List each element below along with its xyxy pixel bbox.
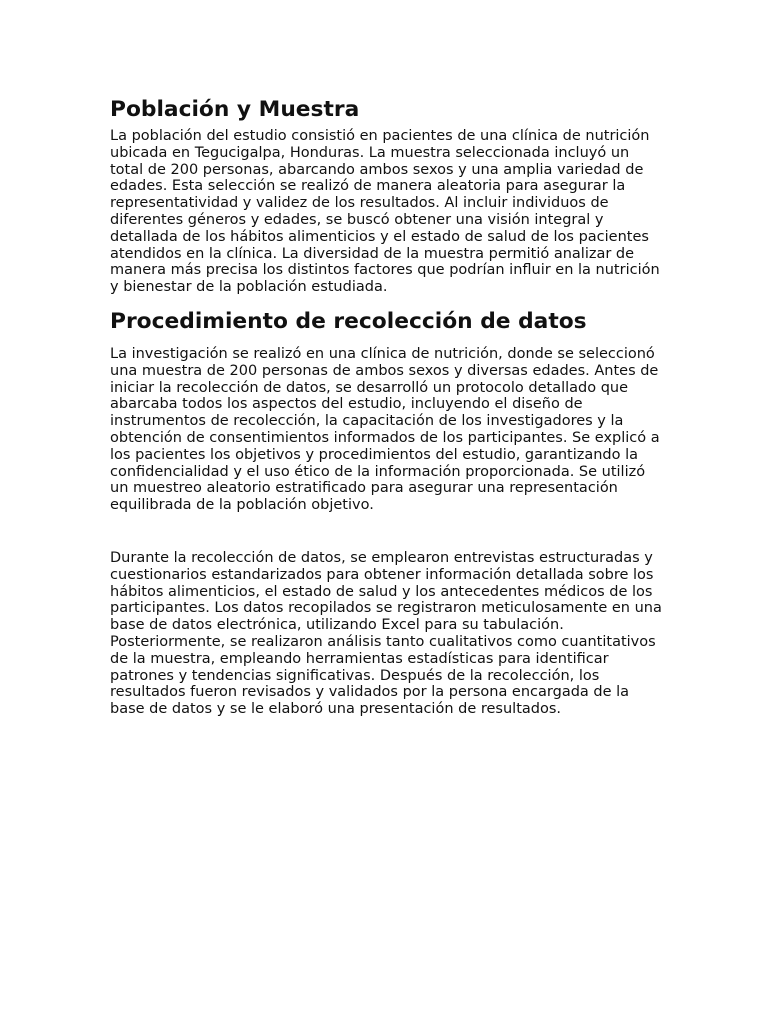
section-heading-poblacion: Población y Muestra: [110, 97, 360, 122]
paragraph-poblacion: La población del estudio consistió en pacientes de una clínica de nutrición ubicada en Tegucigalpa, Honduras. La muestra seleccionada incluyó un total de 200 personas, abarcando ambos sexos y una amplia variedad de edades. Esta selección se realizó de manera aleatoria para asegurar la representatividad y validez de los resultados. Al incluir individuos de diferentes géneros y edades, se buscó obtener una visión integral y detallada de los hábitos alimenticios y el estado de salud de los pacientes atendidos en la clínica. La diversidad de la muestra permitió analizar de manera más precisa los distintos factores que podrían influir en la nutrición y bienestar de la población estudiada.: [110, 128, 660, 296]
document-body: [110, 97, 662, 718]
paragraph-procedimiento-1: La investigación se realizó en una clínica de nutrición, donde se seleccionó una muestra de 200 personas de ambos sexos y diversas edades. Antes de iniciar la recolección de datos, se desarrolló un protocolo detallado que abarcaba todos los aspectos del estudio, incluyendo el diseño de instrumentos de recolección, la capacitación de los investigadores y la obtención de consentimientos informados de los participantes. Se explicó a los pacientes los objetivos y procedimientos del estudio, garantizando la confidencialidad y el uso ético de la información proporcionada. Se utilizó un muestreo aleatorio estratificado para asegurar una representación equilibrada de la población objetivo.: [110, 345, 660, 514]
paragraph-procedimiento-2: Durante la recolección de datos, se emplearon entrevistas estructuradas y cuestionarios estandarizados para obtener información detallada sobre los hábitos alimenticios, el estado de salud y los antecedentes médicos de los participantes. Los datos recopilados se registraron meticulosamente en una base de datos electrónica, utilizando Excel para su tabulación. Posteriormente, se realizaron análisis tanto cualitativos como cuantitativos de la muestra, empleando herramientas estadísticas para identificar patrones y tendencias significativas. Después de la recolección, los resultados fueron revisados y validados por la persona encargada de la base de datos y se le elaboró una presentación de resultados.: [110, 549, 662, 718]
section-heading-procedimiento: Procedimiento de recolección de datos: [110, 308, 587, 334]
